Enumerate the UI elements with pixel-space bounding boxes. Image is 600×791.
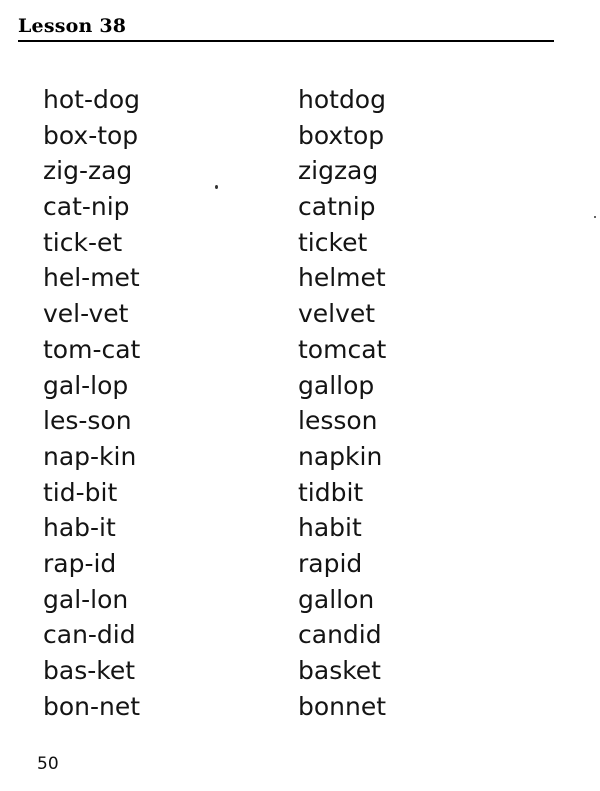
word-row: [43, 653, 543, 689]
whole-word: velvet: [298, 299, 376, 329]
syllabified-word: cat-nip: [43, 192, 130, 222]
word-row: [43, 260, 543, 296]
syllabified-word: tom-cat: [43, 334, 141, 364]
lesson-title: Lesson 38: [18, 15, 127, 37]
whole-word: catnip: [298, 192, 376, 222]
whole-word: boxtop: [298, 120, 385, 150]
syllabified-word: can-did: [43, 620, 136, 650]
word-row: [43, 118, 543, 154]
whole-word: tidbit: [298, 477, 364, 507]
syllabified-word: hel-met: [43, 263, 140, 293]
syllabified-word: vel-vet: [43, 299, 129, 329]
word-row: [43, 225, 543, 261]
word-row: [43, 296, 543, 332]
syllabified-word: box-top: [43, 120, 139, 150]
syllabified-word: bon-net: [43, 691, 141, 721]
syllabified-word: zig-zag: [43, 156, 133, 186]
word-row: [43, 82, 543, 118]
whole-word: tomcat: [298, 334, 387, 364]
whole-word: hotdog: [298, 85, 386, 114]
whole-word: napkin: [298, 441, 383, 471]
word-row: [43, 189, 543, 225]
word-row: [43, 153, 543, 189]
whole-word: gallon: [298, 584, 375, 614]
whole-word: helmet: [298, 263, 386, 293]
page-header: [18, 12, 554, 42]
print-speck: [594, 216, 596, 218]
word-row: [43, 439, 543, 475]
word-row: [43, 403, 543, 439]
syllabified-word: rap-id: [43, 548, 117, 578]
word-row: [43, 368, 543, 404]
word-row: [43, 475, 543, 511]
syllabified-word: tid-bit: [43, 477, 118, 507]
syllabified-word: bas-ket: [43, 656, 136, 685]
word-list: [43, 82, 543, 724]
word-row: [43, 546, 543, 582]
word-row: [43, 582, 543, 618]
syllabified-word: les-son: [43, 406, 132, 436]
page-number: 50: [37, 754, 59, 774]
whole-word: gallop: [298, 370, 375, 400]
whole-word: ticket: [298, 227, 368, 257]
word-row: [43, 332, 543, 368]
syllabified-word: tick-et: [43, 227, 123, 257]
word-row: [43, 510, 543, 546]
whole-word: bonnet: [298, 691, 387, 721]
whole-word: candid: [298, 620, 382, 650]
syllabified-word: gal-lon: [43, 584, 129, 614]
whole-word: lesson: [298, 406, 378, 436]
word-row: [43, 689, 543, 725]
print-speck: [215, 185, 218, 189]
whole-word: habit: [298, 513, 362, 543]
whole-word: rapid: [298, 548, 363, 578]
word-row: [43, 617, 543, 653]
syllabified-word: hab-it: [43, 513, 116, 543]
whole-word: zigzag: [298, 156, 379, 186]
syllabified-word: hot-dog: [43, 85, 140, 114]
syllabified-word: nap-kin: [43, 441, 137, 471]
syllabified-word: gal-lop: [43, 370, 129, 400]
whole-word: basket: [298, 656, 381, 685]
